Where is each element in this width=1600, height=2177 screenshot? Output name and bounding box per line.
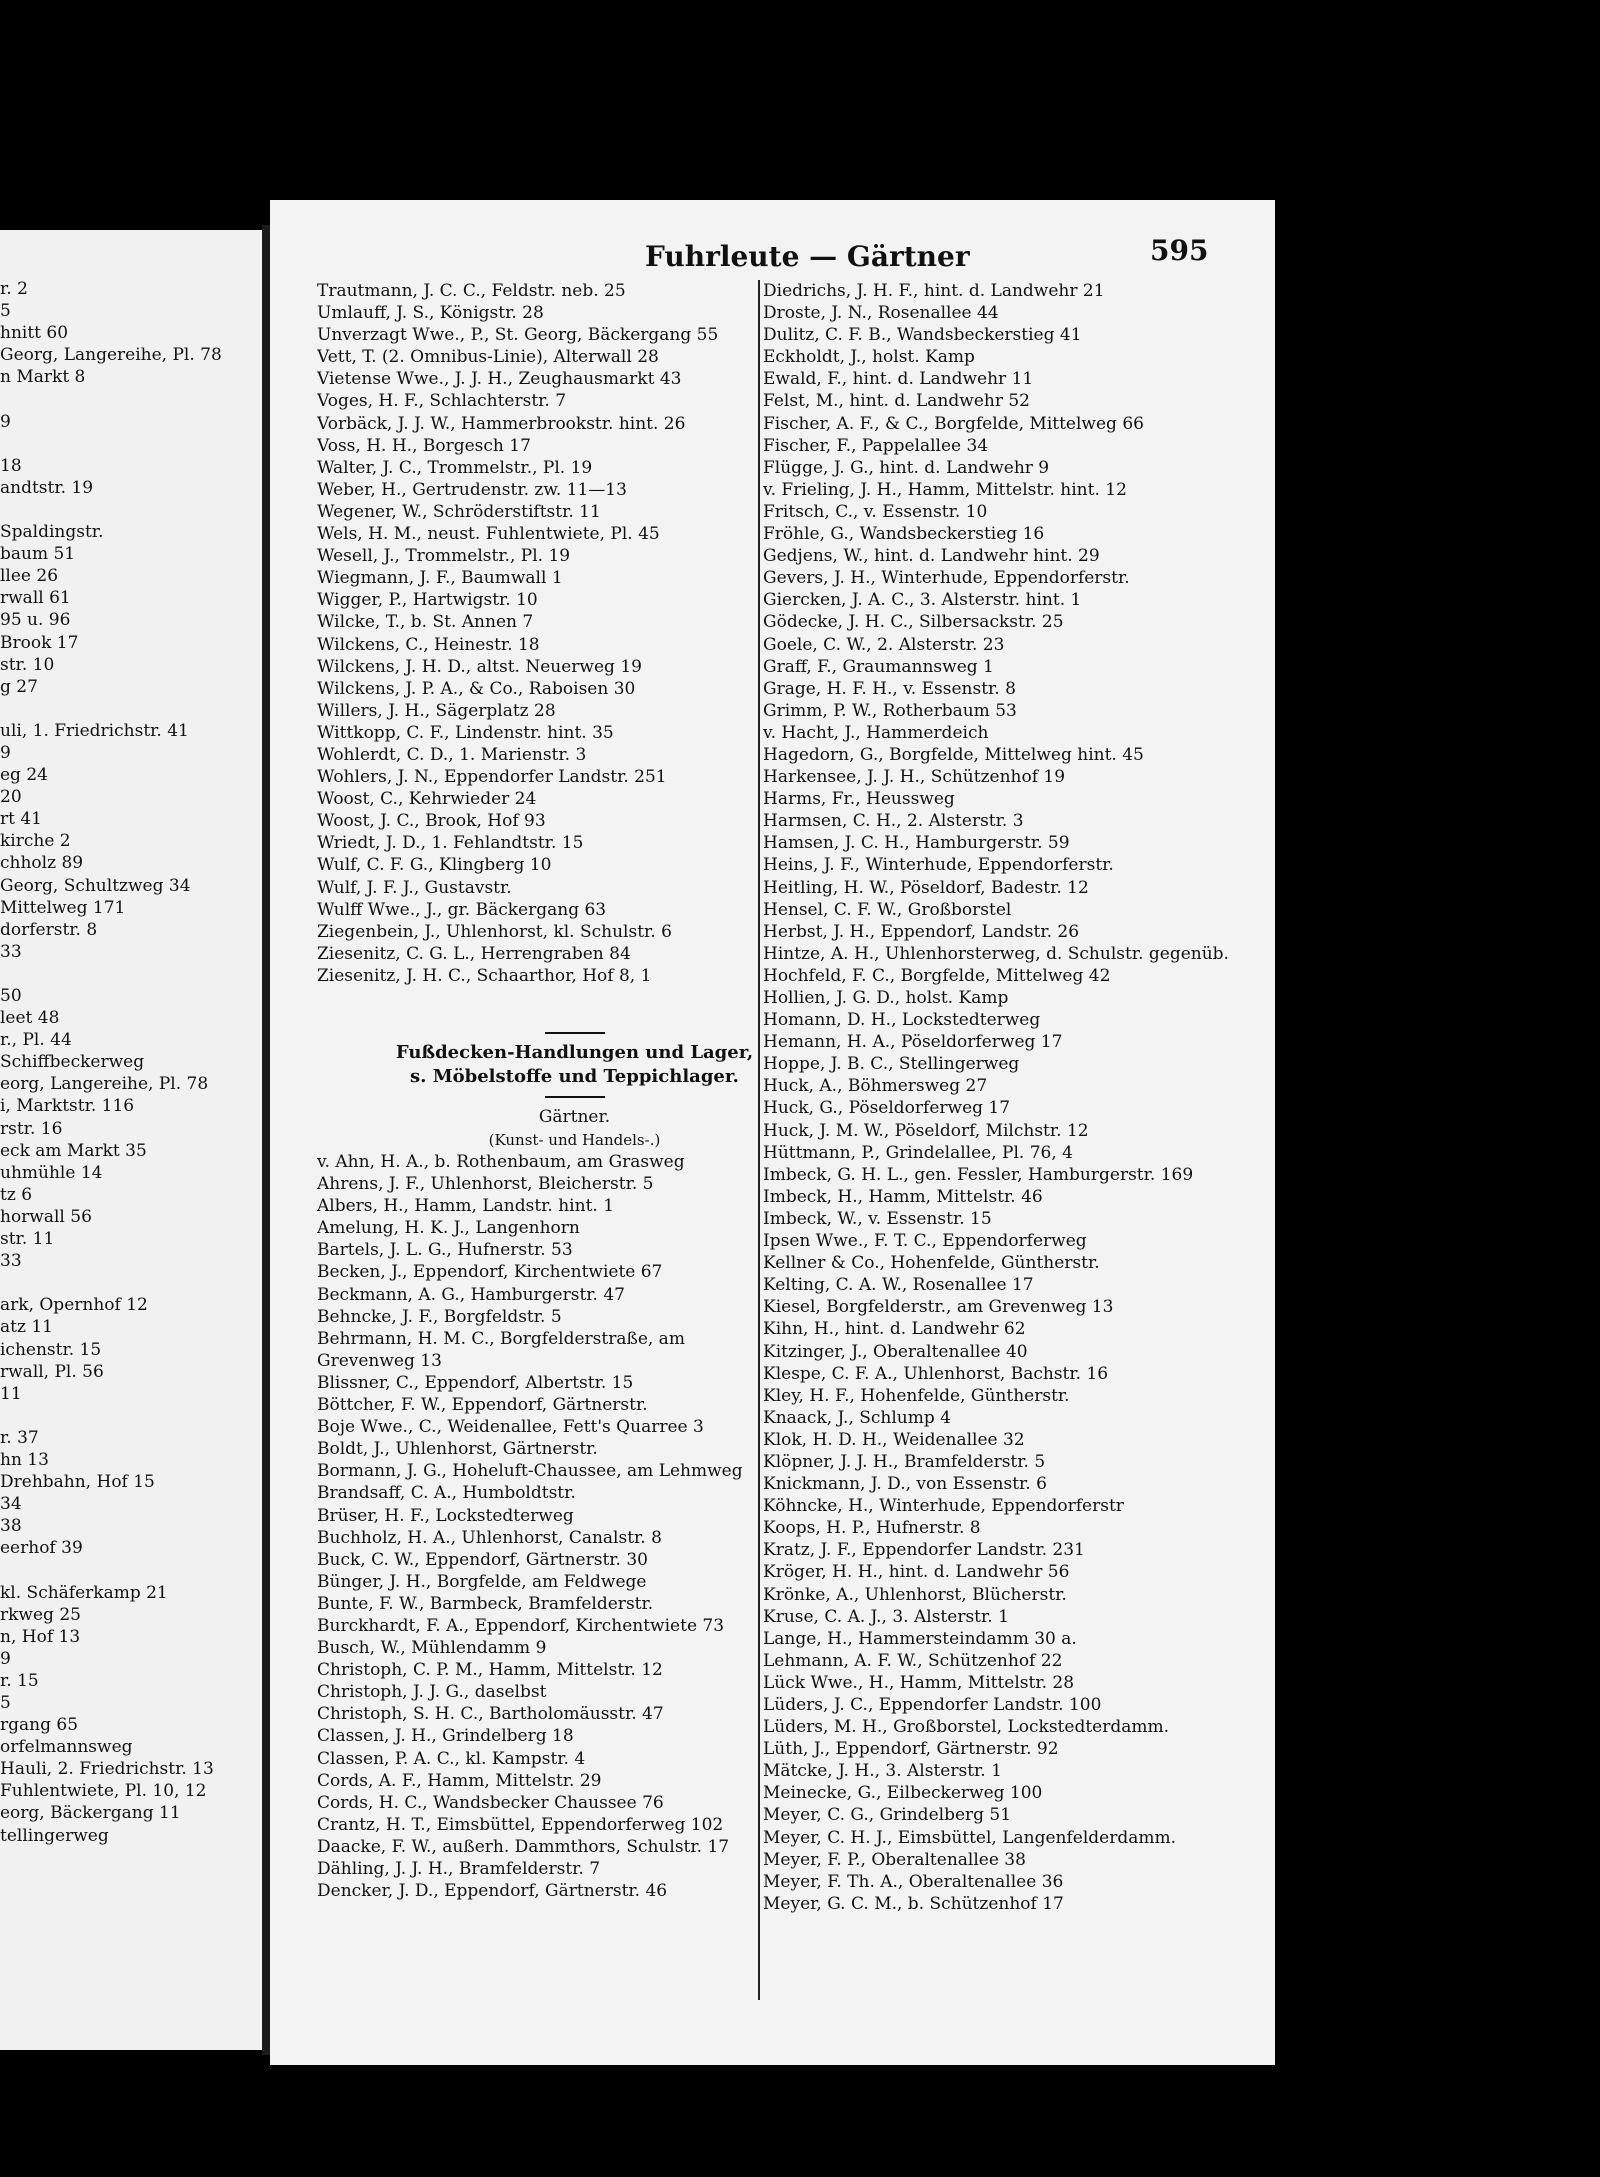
- list-item: Heins, J. F., Winterhude, Eppendorferstr.: [763, 855, 1114, 876]
- fragment-line: 9: [0, 411, 11, 432]
- list-item: Hochfeld, F. C., Borgfelde, Mittelweg 42: [763, 965, 1111, 986]
- fragment-line: kl. Schäferkamp 21: [0, 1582, 168, 1603]
- list-item: Ipsen Wwe., F. T. C., Eppendorferweg: [763, 1231, 1087, 1252]
- fragment-line: 33: [0, 1251, 22, 1272]
- list-item: Classen, J. H., Grindelberg 18: [317, 1726, 574, 1747]
- left-page-lines: [0, 278, 262, 1847]
- section-heading-fussdecken: Fußdecken-Handlungen und Lager,: [395, 1042, 754, 1063]
- list-item: Wittkopp, C. F., Lindenstr. hint. 35: [317, 722, 614, 743]
- left-page-fragment: [0, 230, 262, 2050]
- list-item: Cords, A. F., Hamm, Mittelstr. 29: [317, 1770, 602, 1791]
- page-number: 595: [1150, 234, 1209, 267]
- list-item: Wels, H. M., neust. Fuhlentwiete, Pl. 45: [317, 524, 660, 545]
- fragment-line: atz 11: [0, 1317, 53, 1338]
- entries-right: [763, 280, 1273, 1915]
- list-item: Becken, J., Eppendorf, Kirchentwiete 67: [317, 1262, 663, 1283]
- list-item: Gödecke, J. H. C., Silbersackstr. 25: [763, 612, 1064, 633]
- list-item: Bünger, J. H., Borgfelde, am Feldwege: [317, 1571, 647, 1592]
- list-item: Wulf, J. F. J., Gustavstr.: [317, 877, 512, 898]
- list-item: Cords, H. C., Wandsbecker Chaussee 76: [317, 1792, 664, 1813]
- list-item: Kellner & Co., Hohenfelde, Güntherstr.: [763, 1253, 1100, 1274]
- fragment-line: 33: [0, 941, 22, 962]
- fragment-line: [0, 1559, 262, 1581]
- list-item: Behncke, J. F., Borgfeldstr. 5: [317, 1306, 562, 1327]
- fragment-line: ichenstr. 15: [0, 1339, 102, 1360]
- divider: [545, 1032, 605, 1034]
- list-item: Daacke, F. W., außerh. Dammthors, Schulstr. 17: [317, 1836, 730, 1857]
- list-item: Bunte, F. W., Barmbeck, Bramfelderstr.: [317, 1593, 654, 1614]
- fragment-line: tz 6: [0, 1184, 33, 1205]
- list-item: Brandsaff, C. A., Humboldtstr.: [317, 1483, 576, 1504]
- list-item: Mätcke, J. H., 3. Alsterstr. 1: [763, 1761, 1002, 1782]
- fragment-line: eg 24: [0, 765, 48, 786]
- fragment-line: Mittelweg 171: [0, 897, 126, 918]
- list-item: Harkensee, J. J. H., Schützenhof 19: [763, 767, 1066, 788]
- list-item: Harms, Fr., Heussweg: [763, 789, 955, 810]
- list-item: Felst, M., hint. d. Landwehr 52: [763, 391, 1030, 412]
- list-item: Unverzagt Wwe., P., St. Georg, Bäckergang 55: [317, 325, 719, 346]
- list-item: Hemann, H. A., Pöseldorferweg 17: [763, 1032, 1063, 1053]
- list-item: Krönke, A., Uhlenhorst, Blücherstr.: [763, 1584, 1067, 1605]
- fragment-line: rstr. 16: [0, 1118, 63, 1139]
- fragment-line: r., Pl. 44: [0, 1030, 72, 1051]
- list-item: Dulitz, C. F. B., Wandsbeckerstieg 41: [763, 325, 1082, 346]
- list-item: v. Hacht, J., Hammerdeich: [763, 722, 989, 743]
- fragment-line: 18: [0, 455, 22, 476]
- list-item: Herbst, J. H., Eppendorf, Landstr. 26: [763, 921, 1080, 942]
- list-item: Kihn, H., hint. d. Landwehr 62: [763, 1319, 1026, 1340]
- list-item: Hintze, A. H., Uhlenhorsterweg, d. Schulstr. gegenüb.: [763, 943, 1229, 964]
- fragment-line: 50: [0, 986, 22, 1006]
- list-item: Wohlerdt, C. D., 1. Marienstr. 3: [317, 744, 587, 765]
- list-item: Lehmann, A. F. W., Schützenhof 22: [763, 1650, 1063, 1671]
- list-item: Eckholdt, J., holst. Kamp: [763, 347, 975, 368]
- list-item: Imbeck, H., Hamm, Mittelstr. 46: [763, 1186, 1043, 1207]
- list-item: Meyer, F. Th. A., Oberaltenallee 36: [763, 1871, 1064, 1892]
- list-item: Weber, H., Gertrudenstr. zw. 11—13: [317, 479, 627, 500]
- list-item: Walter, J. C., Trommelstr., Pl. 19: [317, 457, 593, 478]
- list-item: Busch, W., Mühlendamm 9: [317, 1638, 547, 1659]
- fragment-line: tellingerweg: [0, 1825, 109, 1846]
- list-item: Meyer, C. G., Grindelberg 51: [763, 1805, 1012, 1826]
- list-item: Voges, H. F., Schlachterstr. 7: [317, 391, 567, 412]
- list-item: Meinecke, G., Eilbeckerweg 100: [763, 1783, 1043, 1804]
- fragment-line: str. 10: [0, 654, 55, 675]
- list-item: Wigger, P., Hartwigstr. 10: [317, 590, 538, 611]
- list-item: Huck, G., Pöseldorferweg 17: [763, 1098, 1011, 1119]
- list-item: Grage, H. F. H., v. Essenstr. 8: [763, 678, 1016, 699]
- fragment-line: eck am Markt 35: [0, 1140, 147, 1161]
- list-item: Homann, D. H., Lockstedterweg: [763, 1010, 1041, 1031]
- fragment-line: uhmühle 14: [0, 1162, 103, 1183]
- list-item: Wilckens, J. P. A., & Co., Raboisen 30: [317, 678, 636, 699]
- fragment-line: llee 26: [0, 566, 59, 587]
- list-item: Gedjens, W., hint. d. Landwehr hint. 29: [763, 546, 1100, 567]
- list-item: Imbeck, G. H. L., gen. Fessler, Hamburgerstr. 169: [763, 1164, 1194, 1185]
- list-item: Bormann, J. G., Hoheluft-Chaussee, am Lehmweg: [317, 1461, 743, 1482]
- list-item: Christoph, S. H. C., Bartholomäusstr. 47: [317, 1704, 664, 1725]
- list-item: Meyer, C. H. J., Eimsbüttel, Langenfelderdamm.: [763, 1827, 1177, 1848]
- list-item: Wilckens, J. H. D., altst. Neuerweg 19: [317, 656, 642, 677]
- list-item: Grimm, P. W., Rotherbaum 53: [763, 700, 1017, 721]
- fragment-line: [0, 433, 262, 455]
- right-column: [763, 280, 1273, 1915]
- list-item: Woost, J. C., Brook, Hof 93: [317, 811, 546, 832]
- list-item: Fischer, F., Pappelallee 34: [763, 435, 989, 456]
- fragment-line: Drehbahn, Hof 15: [0, 1472, 155, 1493]
- list-item: Hagedorn, G., Borgfelde, Mittelweg hint. 45: [763, 744, 1144, 765]
- page-header: [270, 234, 1275, 280]
- list-item: Graff, F., Graumannsweg 1: [763, 656, 994, 677]
- fragment-line: str. 11: [0, 1229, 55, 1250]
- fragment-line: rwall 61: [0, 588, 71, 609]
- list-item: Vietense Wwe., J. J. H., Zeughausmarkt 43: [317, 369, 682, 390]
- fragment-line: 11: [0, 1383, 22, 1404]
- list-item: Christoph, C. P. M., Hamm, Mittelstr. 12: [317, 1660, 663, 1681]
- fragment-line: r. 15: [0, 1670, 39, 1691]
- fragment-line: Spaldingstr.: [0, 522, 104, 543]
- list-item: Kröger, H. H., hint. d. Landwehr 56: [763, 1562, 1070, 1583]
- list-item: Ziesenitz, C. G. L., Herrengraben 84: [317, 943, 631, 964]
- list-item: Fischer, A. F., & C., Borgfelde, Mittelweg 66: [763, 413, 1144, 434]
- list-item: Dähling, J. J. H., Bramfelderstr. 7: [317, 1859, 601, 1879]
- list-item: Wesell, J., Trommelstr., Pl. 19: [317, 546, 571, 567]
- fragment-line: 5: [0, 1693, 11, 1713]
- fragment-line: Fuhlentwiete, Pl. 10, 12: [0, 1781, 207, 1802]
- list-item: Kruse, C. A. J., 3. Alsterstr. 1: [763, 1606, 1009, 1627]
- list-item: Kitzinger, J., Oberaltenallee 40: [763, 1341, 1028, 1362]
- list-item: Knickmann, J. D., von Essenstr. 6: [763, 1474, 1047, 1495]
- list-item: Meyer, G. C. M., b. Schützenhof 17: [763, 1893, 1064, 1914]
- fragment-line: [0, 1272, 262, 1294]
- list-item: Lange, H., Hammersteindamm 30 a.: [763, 1628, 1077, 1649]
- list-item: Klöpner, J. J. H., Bramfelderstr. 5: [763, 1451, 1046, 1472]
- fragment-line: 5: [0, 301, 11, 322]
- list-item: Kelting, C. A. W., Rosenallee 17: [763, 1275, 1034, 1296]
- list-item: Harmsen, C. H., 2. Alsterstr. 3: [763, 811, 1024, 832]
- list-item: Diedrichs, J. H. F., hint. d. Landwehr 21: [763, 281, 1105, 301]
- fragment-line: eorg, Bäckergang 11: [0, 1803, 181, 1824]
- column-rule: [758, 280, 760, 2000]
- fragment-line: n Markt 8: [0, 367, 86, 388]
- list-item: Trautmann, J. C. C., Feldstr. neb. 25: [317, 281, 626, 301]
- fragment-line: 95 u. 96: [0, 610, 71, 631]
- list-item: Heitling, H. W., Pöseldorf, Badestr. 12: [763, 877, 1089, 898]
- fragment-line: uli, 1. Friedrichstr. 41: [0, 720, 189, 741]
- list-item: Ziesenitz, J. H. C., Schaarthor, Hof 8, 1: [317, 965, 652, 986]
- list-item: Wegener, W., Schröderstiftstr. 11: [317, 501, 601, 522]
- fragment-line: [0, 963, 262, 985]
- list-item: Droste, J. N., Rosenallee 44: [763, 303, 999, 324]
- fragment-line: Georg, Langereihe, Pl. 78: [0, 345, 222, 366]
- list-item: Vorbäck, J. J. W., Hammerbrookstr. hint. 26: [317, 413, 686, 434]
- list-item: Beckmann, A. G., Hamburgerstr. 47: [317, 1284, 625, 1305]
- fragment-line: r. 37: [0, 1427, 39, 1448]
- left-column: [317, 280, 832, 1902]
- list-item: Bartels, J. L. G., Hufnerstr. 53: [317, 1240, 573, 1261]
- list-item: Hollien, J. G. D., holst. Kamp: [763, 988, 1009, 1008]
- list-item: Behrmann, H. M. C., Borgfelderstraße, am: [317, 1328, 685, 1349]
- list-item: Gevers, J. H., Winterhude, Eppendorferstr.: [763, 568, 1130, 589]
- list-item: Ziegenbein, J., Uhlenhorst, kl. Schulstr. 6: [317, 921, 672, 942]
- list-item: Grevenweg 13: [317, 1350, 442, 1371]
- fragment-line: eorg, Langereihe, Pl. 78: [0, 1074, 209, 1095]
- list-item: Wilckens, C., Heinestr. 18: [317, 634, 540, 655]
- fragment-line: ark, Opernhof 12: [0, 1295, 148, 1316]
- list-item: Albers, H., Hamm, Landstr. hint. 1: [317, 1196, 615, 1217]
- list-item: Goele, C. W., 2. Alsterstr. 23: [763, 634, 1005, 655]
- list-item: Wulff Wwe., J., gr. Bäckergang 63: [317, 899, 607, 920]
- section-subheading: (Kunst- und Handels-.): [488, 1131, 661, 1149]
- list-item: Wilcke, T., b. St. Annen 7: [317, 612, 534, 633]
- fragment-line: rt 41: [0, 809, 42, 830]
- fragment-line: leet 48: [0, 1008, 60, 1029]
- list-item: Böttcher, F. W., Eppendorf, Gärtnerstr.: [317, 1395, 648, 1416]
- fragment-line: [0, 698, 262, 720]
- list-item: Flügge, J. G., hint. d. Landwehr 9: [763, 457, 1050, 478]
- list-item: Huck, A., Böhmersweg 27: [763, 1076, 988, 1097]
- list-item: Kley, H. F., Hohenfelde, Güntherstr.: [763, 1385, 1070, 1406]
- fragment-line: rkweg 25: [0, 1604, 81, 1625]
- entries-gaertner: [317, 1151, 832, 1902]
- list-item: Umlauff, J. S., Königstr. 28: [317, 303, 544, 324]
- fragment-line: 38: [0, 1516, 22, 1537]
- list-item: Wiegmann, J. F., Baumwall 1: [317, 568, 563, 589]
- list-item: Vett, T. (2. Omnibus-Linie), Alterwall 28: [317, 347, 659, 368]
- list-item: Klespe, C. F. A., Uhlenhorst, Bachstr. 16: [763, 1363, 1109, 1384]
- list-item: Hensel, C. F. W., Großborstel: [763, 899, 1012, 920]
- list-item: Brüser, H. F., Lockstedterweg: [317, 1505, 574, 1526]
- list-item: Crantz, H. T., Eimsbüttel, Eppendorferweg 102: [317, 1814, 724, 1835]
- list-item: Hoppe, J. B. C., Stellingerweg: [763, 1054, 1020, 1075]
- list-item: Lüth, J., Eppendorf, Gärtnerstr. 92: [763, 1739, 1059, 1760]
- list-item: Köhncke, H., Winterhude, Eppendorferstr: [763, 1496, 1124, 1517]
- fragment-line: 34: [0, 1494, 22, 1515]
- list-item: Voss, H. H., Borgesch 17: [317, 435, 531, 456]
- list-item: Knaack, J., Schlump 4: [763, 1407, 951, 1428]
- fragment-line: [0, 499, 262, 521]
- list-item: Boje Wwe., C., Weidenallee, Fett's Quarree 3: [317, 1417, 704, 1438]
- divider: [545, 1096, 605, 1098]
- fragment-line: chholz 89: [0, 853, 84, 874]
- list-item: Huck, J. M. W., Pöseldorf, Milchstr. 12: [763, 1120, 1089, 1141]
- list-item: Boldt, J., Uhlenhorst, Gärtnerstr.: [317, 1439, 598, 1460]
- list-item: Klok, H. D. H., Weidenallee 32: [763, 1429, 1025, 1450]
- list-item: Dencker, J. D., Eppendorf, Gärtnerstr. 46: [317, 1881, 668, 1902]
- list-item: Lüders, M. H., Großborstel, Lockstedterdamm.: [763, 1717, 1170, 1738]
- fragment-line: orfelmannsweg: [0, 1737, 133, 1758]
- list-item: Giercken, J. A. C., 3. Alsterstr. hint. 1: [763, 590, 1082, 611]
- fragment-line: Schiffbeckerweg: [0, 1052, 145, 1073]
- entries-top: [317, 280, 832, 987]
- fragment-line: hn 13: [0, 1449, 49, 1470]
- fragment-line: hnitt 60: [0, 323, 69, 344]
- list-item: Lück Wwe., H., Hamm, Mittelstr. 28: [763, 1672, 1075, 1693]
- list-item: Meyer, F. P., Oberaltenallee 38: [763, 1849, 1026, 1870]
- list-item: Willers, J. H., Sägerplatz 28: [317, 700, 556, 721]
- list-item: Lüders, J. C., Eppendorfer Landstr. 100: [763, 1695, 1102, 1715]
- fragment-line: Brook 17: [0, 632, 79, 653]
- fragment-line: kirche 2: [0, 831, 71, 852]
- list-item: Burckhardt, F. A., Eppendorf, Kirchentwiete 73: [317, 1615, 725, 1636]
- section-heading-gaertner: Gärtner.: [538, 1107, 611, 1127]
- list-item: Blissner, C., Eppendorf, Albertstr. 15: [317, 1372, 634, 1393]
- list-item: Kiesel, Borgfelderstr., am Grevenweg 13: [763, 1297, 1114, 1318]
- list-item: Ahrens, J. F., Uhlenhorst, Bleicherstr. 5: [317, 1174, 654, 1195]
- fragment-line: r. 2: [0, 279, 28, 299]
- list-item: v. Ahn, H. A., b. Rothenbaum, am Grasweg: [317, 1152, 685, 1172]
- list-item: Hamsen, J. C. H., Hamburgerstr. 59: [763, 833, 1070, 854]
- list-item: Christoph, J. J. G., daselbst: [317, 1682, 547, 1703]
- list-item: Koops, H. P., Hufnerstr. 8: [763, 1518, 981, 1539]
- list-item: Buchholz, H. A., Uhlenhorst, Canalstr. 8: [317, 1527, 662, 1548]
- fragment-line: 9: [0, 742, 11, 763]
- fragment-line: g 27: [0, 676, 38, 697]
- list-item: Wohlers, J. N., Eppendorfer Landstr. 251: [317, 767, 667, 788]
- right-page: [270, 200, 1275, 2065]
- list-item: Woost, C., Kehrwieder 24: [317, 789, 537, 810]
- list-item: Imbeck, W., v. Essenstr. 15: [763, 1208, 992, 1229]
- page-title: Fuhrleute — Gärtner: [645, 240, 970, 273]
- fragment-line: 20: [0, 787, 22, 808]
- fragment-line: n, Hof 13: [0, 1626, 81, 1647]
- list-item: Wriedt, J. D., 1. Fehlandtstr. 15: [317, 833, 584, 854]
- fragment-line: [0, 388, 262, 410]
- fragment-line: eerhof 39: [0, 1538, 83, 1559]
- fragment-line: [0, 1405, 262, 1427]
- fragment-line: rgang 65: [0, 1715, 79, 1736]
- fragment-line: baum 51: [0, 544, 76, 565]
- list-item: Fritsch, C., v. Essenstr. 10: [763, 501, 988, 522]
- list-item: Fröhle, G., Wandsbeckerstieg 16: [763, 524, 1045, 545]
- list-item: Hüttmann, P., Grindelallee, Pl. 76, 4: [763, 1142, 1073, 1163]
- list-item: v. Frieling, J. H., Hamm, Mittelstr. hint. 12: [763, 479, 1127, 500]
- list-item: Amelung, H. K. J., Langenhorn: [317, 1218, 580, 1239]
- section-crossref: s. Möbelstoffe und Teppichlager.: [410, 1066, 739, 1087]
- fragment-line: andtstr. 19: [0, 477, 94, 498]
- fragment-line: 9: [0, 1648, 11, 1669]
- list-item: Buck, C. W., Eppendorf, Gärtnerstr. 30: [317, 1549, 648, 1570]
- fragment-line: i, Marktstr. 116: [0, 1096, 135, 1117]
- fragment-line: Georg, Schultzweg 34: [0, 875, 191, 896]
- list-item: Ewald, F., hint. d. Landwehr 11: [763, 369, 1034, 390]
- fragment-line: rwall, Pl. 56: [0, 1361, 104, 1382]
- fragment-line: horwall 56: [0, 1206, 92, 1227]
- list-item: Wulf, C. F. G., Klingberg 10: [317, 855, 552, 876]
- fragment-line: Hauli, 2. Friedrichstr. 13: [0, 1759, 214, 1780]
- list-item: Classen, P. A. C., kl. Kampstr. 4: [317, 1748, 586, 1769]
- list-item: Kratz, J. F., Eppendorfer Landstr. 231: [763, 1540, 1085, 1561]
- fragment-line: dorferstr. 8: [0, 919, 98, 940]
